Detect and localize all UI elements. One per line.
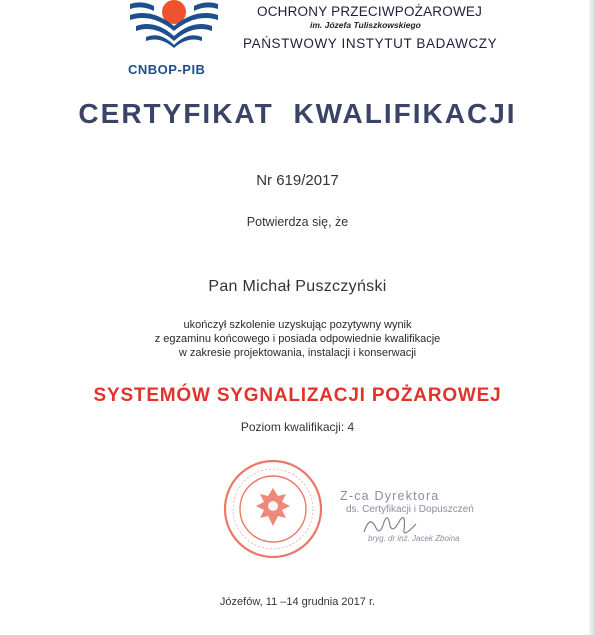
qualification-level: Poziom kwalifikacji: 4 (240, 420, 355, 434)
description-line: ukończył szkolenie uzyskując pozytywny wynik (183, 319, 412, 331)
org-patron: im. Józefa Tuliszkowskiego (310, 20, 421, 30)
description-line: w zakresie projektowania, instalacji i konserwacji (178, 347, 417, 359)
org-name-line3: PAŃSTWOWY INSTYTUT BADAWCZY (243, 36, 498, 51)
cnbop-logo-icon (128, 0, 220, 48)
description (0, 318, 595, 360)
org-name-line1: OCHRONY PRZECIWPOŻAROWEJ (257, 4, 483, 19)
recipient-name: Pan Michał Puszczyński (208, 278, 387, 295)
place-date: Józefów, 11 –14 grudnia 2017 r. (219, 596, 376, 608)
signatory-name: bryg. dr inż. Jacek Zboina (368, 534, 460, 543)
certificate-title: CERTYFIKAT KWALIFIKACJI (78, 98, 517, 129)
signature-title: Z-ca Dyrektora (340, 489, 440, 503)
signature-department: ds. Certyfikacji i Dopuszczeń (346, 504, 474, 515)
description-line: z egzaminu końcowego i posiada odpowiednie kwalifikacje (154, 333, 441, 345)
certificate-number: Nr 619/2017 (256, 172, 339, 189)
confirms-text: Potwierdza się, że (246, 215, 349, 229)
logo-text: CNBOP-PIB (128, 62, 206, 77)
system-name: SYSTEMÓW SYGNALIZACJI POŻAROWEJ (93, 385, 502, 406)
official-stamp-icon (222, 458, 324, 560)
